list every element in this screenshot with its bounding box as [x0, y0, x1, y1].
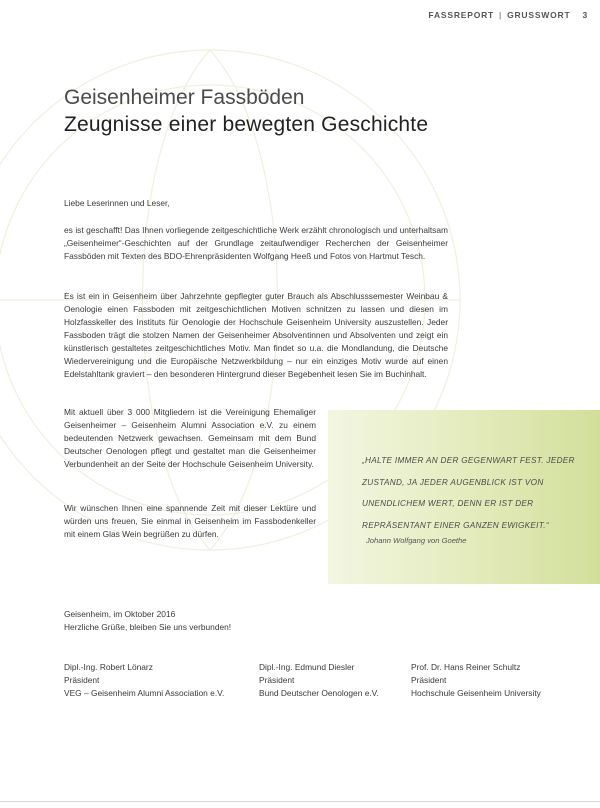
signature-role: Präsident [64, 675, 100, 685]
header-section: FASSREPORT [428, 10, 495, 20]
letter-greeting: Liebe Leserinnen und Leser, [64, 198, 170, 208]
closing-place-date: Geisenheim, im Oktober 2016 [64, 609, 176, 619]
signature-name: Prof. Dr. Hans Reiner Schultz [411, 662, 521, 672]
page-header [428, 10, 588, 20]
signature-name: Dipl.-Ing. Edmund Diesler [259, 662, 355, 672]
letter-paragraph-2: Es ist ein in Geisenheim über Jahrzehnte gepflegter guter Brauch als Abschlusssemester Weinbau & Oenologie einen Fassboden mit zeitgeschichtlichen Motiven schnitzen zu lassen und diesen im Holzfasskeller des Instituts für Oenologie der Hochschule Geisenheim University auszustellen. Jeder Fassboden trägt die stolzen Namen der Geisenheimer Absolventinnen und Absolventen und zeigt ein künstlerisch gestaltetes zeitgeschichtliches Motiv. Man findet so u.a. die Mondlandung, die Deutsche Wiedervereinigung und die Europäische Netzwerkbildung – nur ein einziges Motiv wurde auf einen Edelstahltank graviert – den besonderen Hintergrund dieser Begebenheit lesen Sie im Buchinhalt. [64, 291, 448, 379]
page-number: 3 [582, 10, 588, 20]
signature-block [411, 661, 541, 700]
letter-paragraph-1: es ist geschafft! Das Ihnen vorliegende zeitgeschichtliche Werk erzählt chronologisch und unterhaltsam „Geisenheimer“-Geschichten auf der Grundlage zeitaufwendiger Recherchen der Geisenheimer Fassböden mit Texten des BDO-Ehrenpräsidenten Wolfgang Heeß und Fotos von Hartmut Tesch. [64, 225, 448, 261]
signature-role: Präsident [411, 675, 447, 685]
letter-paragraph-4: Wir wünschen Ihnen eine spannende Zeit mit dieser Lektüre und würden uns freuen, Sie einmal in Geisenheim im Fassbodenkeller mit einem Glas Wein begrüßen zu dürfen. [64, 503, 316, 539]
letter-closing [64, 608, 231, 634]
quote-author: Johann Wolfgang von Goethe [366, 536, 467, 545]
signature-organization: Hochschule Geisenheim University [411, 688, 541, 698]
letter-paragraph-3: Mit aktuell über 3 000 Mitgliedern ist die Vereinigung Ehemaliger Geisenheimer – Geisenheim Alumni Association e.V. zu einem bedeutenden Netzwerk gewachsen. Gemeinsam mit dem Bund Deutscher Oenologen pflegt und gestaltet man die Geisenheimer Verbundenheit an der Seite der Hochschule Geisenheim University. [64, 407, 316, 469]
signature-name: Dipl.-Ing. Robert Lönarz [64, 662, 153, 672]
closing-greeting: Herzliche Grüße, bleiben Sie uns verbunden! [64, 622, 232, 632]
title-line-1: Geisenheimer Fassböden [64, 86, 305, 109]
quote-text: „HALTE IMMER AN DER GEGENWART FEST. JEDER ZUSTAND, JA JEDER AUGENBLICK IST VON UNENDLICHEM WERT, DENN ER IST DER REPRÄSENTANT EINER GANZEN EWIGKEIT.“ [362, 456, 575, 530]
signature-role: Präsident [259, 675, 295, 685]
signature-block [64, 661, 224, 700]
footer-divider [0, 801, 600, 802]
header-separator: | [499, 10, 503, 20]
signature-organization: Bund Deutscher Oenologen e.V. [259, 688, 379, 698]
signature-block [259, 661, 379, 700]
header-chapter: GRUSSWORT [507, 10, 571, 20]
title-line-2: Zeugnisse einer bewegten Geschichte [64, 113, 429, 136]
signature-organization: VEG – Geisenheim Alumni Association e.V. [64, 688, 225, 698]
quote-box [328, 410, 600, 584]
